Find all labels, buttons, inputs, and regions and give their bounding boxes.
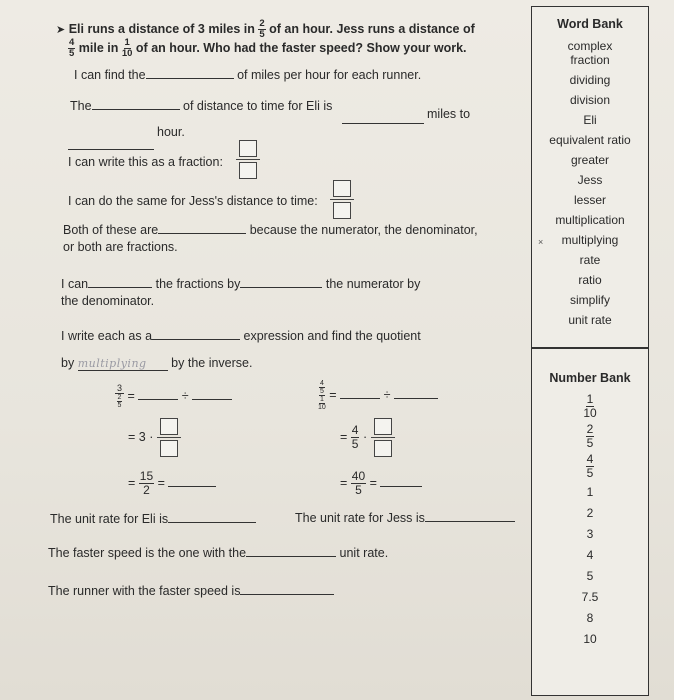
answer-blank[interactable] <box>246 555 336 557</box>
fraction-box-jess[interactable] <box>330 180 354 219</box>
word-bank <box>531 6 649 348</box>
sentence-by <box>61 356 252 371</box>
sentence-text: unit rate. <box>339 546 389 560</box>
number-bank-item: $\frac{1}{10}$ <box>583 391 597 420</box>
sentence-faster <box>48 546 388 560</box>
answer-blank[interactable] <box>240 593 334 595</box>
numerator-box[interactable] <box>333 180 351 197</box>
multiply-dot: · <box>362 429 368 444</box>
sentence-text: of distance to time for Eli is <box>183 99 333 113</box>
numerator-box[interactable] <box>239 140 257 157</box>
jess-work-line-2 <box>340 418 395 457</box>
sentence-both <box>63 223 478 237</box>
sentence-write <box>61 329 421 343</box>
number-bank-item: $\frac{2}{5}$ <box>586 421 594 450</box>
word-bank-item: ratio <box>578 273 602 287</box>
sentence-text: the denominator. <box>61 294 155 308</box>
math-text: = <box>128 475 136 490</box>
denominator-box[interactable] <box>333 202 351 219</box>
sentence-text: expression and find the quotient <box>243 329 421 343</box>
fraction-four-fifths: $\frac{4}{5}$ <box>69 37 75 59</box>
sentence-text: I write each as a <box>61 329 153 343</box>
number-bank <box>531 348 649 696</box>
word-bank-item: × multiplying <box>538 233 619 247</box>
fraction-box-eli[interactable] <box>236 140 260 179</box>
equals-sign: = <box>369 475 377 490</box>
answer-blank[interactable] <box>146 77 234 79</box>
sentence-runner <box>48 584 334 598</box>
sentence-text: The <box>70 99 92 113</box>
answer-blank[interactable] <box>138 398 178 400</box>
sentence-text: I can <box>61 277 89 291</box>
sentence-find <box>74 68 421 82</box>
number-bank-item: 2 <box>586 505 594 520</box>
sentence-text: The unit rate for Jess is <box>295 511 425 525</box>
word-bank-item: unit rate <box>568 313 612 327</box>
divide-sign: ÷ <box>383 387 391 402</box>
sentence-text: of miles per hour for each runner. <box>237 68 422 82</box>
answer-blank[interactable] <box>192 398 232 400</box>
number-bank-item: 4 <box>586 547 594 562</box>
jess-work-line-1 <box>318 380 438 411</box>
sentence-can <box>61 277 420 291</box>
number-bank-item: 1 <box>586 484 594 499</box>
answer-blank[interactable] <box>68 137 154 155</box>
sentence-text: or both are fractions. <box>63 240 178 254</box>
problem-line-2 <box>68 38 467 59</box>
sentence-text: the numerator by <box>325 277 421 291</box>
problem-text: of an hour. Jess runs a distance of <box>269 21 475 36</box>
math-text: = <box>340 429 348 444</box>
sentence-text: I can write this as a fraction: <box>68 155 223 169</box>
sentence-text: The runner with the faster speed is <box>48 584 241 598</box>
math-text: = <box>340 475 348 490</box>
fraction-four-fifths-work: $\frac{4}{5}$ <box>351 423 359 451</box>
complex-fraction-jess: $\frac{\frac{4}{5}}{\frac{1}{10}}$ <box>318 380 326 411</box>
fraction-two-fifths: $\frac{2}{5}$ <box>259 18 265 40</box>
word-bank-item: fraction <box>570 53 610 67</box>
denominator-box[interactable] <box>160 440 178 457</box>
answer-blank[interactable] <box>168 521 256 523</box>
word-bank-item: simplify <box>569 293 610 307</box>
fraction-one-tenth: $\frac{1}{10}$ <box>121 37 133 59</box>
denominator-box[interactable] <box>374 440 392 457</box>
word-bank-item: equivalent ratio <box>549 133 631 147</box>
equals-sign: = <box>127 388 135 403</box>
sentence-text: I can find the <box>74 68 146 82</box>
word-bank-item: multiplication <box>555 213 625 227</box>
answer-blank[interactable] <box>152 338 240 340</box>
word-bank-item: Jess <box>577 173 603 187</box>
sentence-text: because the numerator, the denominator, <box>249 223 478 237</box>
pencil-mark-icon: × <box>538 237 544 247</box>
answer-blank[interactable] <box>342 111 424 129</box>
answer-blank[interactable] <box>88 286 152 288</box>
number-bank-item: 10 <box>583 631 597 646</box>
word-bank-item: division <box>569 93 611 107</box>
word-bank-item: greater <box>570 153 610 167</box>
sentence-text: The faster speed is the one with the <box>48 546 247 560</box>
number-bank-item: 5 <box>586 568 594 583</box>
sentence-eli-rate <box>50 512 256 526</box>
fraction-box[interactable] <box>157 418 181 457</box>
answer-blank[interactable] <box>158 232 246 234</box>
answer-blank[interactable] <box>78 356 168 371</box>
problem-text: mile in <box>78 40 119 55</box>
sentence-text: by <box>61 356 75 370</box>
answer-blank[interactable] <box>340 397 380 399</box>
complex-fraction-eli: 3 $\frac{2}{5}$ <box>117 383 123 409</box>
number-bank-item: $\frac{4}{5}$ <box>586 451 594 480</box>
eli-work-line-2 <box>128 418 181 457</box>
sentence-the <box>70 99 332 113</box>
sentence-text: I can do the same for Jess's distance to time: <box>68 194 318 208</box>
sentence-text: by the inverse. <box>171 356 253 370</box>
equals-sign: = <box>329 387 337 402</box>
fraction-fifteen-halves: $\frac{15}{2}$ <box>139 469 154 497</box>
word-bank-item: dividing <box>569 73 611 87</box>
answer-blank[interactable] <box>380 485 422 487</box>
numerator-box[interactable] <box>374 418 392 435</box>
sentence-text: the fractions by <box>155 277 241 291</box>
sentence-text: miles to <box>427 107 471 121</box>
answer-blank[interactable] <box>425 520 515 522</box>
answer-blank[interactable] <box>168 485 216 487</box>
number-bank-item: 7.5 <box>581 589 599 604</box>
numerator-box[interactable] <box>160 418 178 435</box>
problem-text: of an hour. Who had the faster speed? Show your work. <box>135 40 467 55</box>
word-bank-item: Eli <box>583 113 597 127</box>
number-bank-item: 3 <box>586 526 594 541</box>
sentence-jess-rate <box>295 511 515 525</box>
word-bank-item: lesser <box>573 193 606 207</box>
word-bank-title: Word Bank <box>557 17 623 31</box>
problem-line-1 <box>56 19 475 40</box>
eli-work-line-3 <box>128 470 216 497</box>
answer-blank[interactable] <box>92 108 180 110</box>
number-bank-title: Number Bank <box>549 371 631 385</box>
divide-sign: ÷ <box>181 388 189 403</box>
bullet-arrow-icon: ➤ <box>56 23 66 36</box>
sentence-text: The unit rate for Eli is <box>50 512 169 526</box>
word-bank-item: rate <box>579 253 601 267</box>
fraction-forty-fifths: $\frac{40}{5}$ <box>351 469 366 497</box>
handwritten-answer: multiplying <box>77 357 147 370</box>
eli-work-line-1 <box>115 384 232 409</box>
answer-blank[interactable] <box>240 286 322 288</box>
number-bank-item: 8 <box>586 610 594 625</box>
denominator-box[interactable] <box>239 162 257 179</box>
sentence-text: Both of these are <box>63 223 159 237</box>
jess-work-line-3 <box>340 470 422 497</box>
sentence-text: hour. <box>157 125 185 139</box>
problem-text: Eli runs a distance of 3 miles in <box>68 21 255 36</box>
math-text: = 3 · <box>128 429 154 444</box>
answer-blank[interactable] <box>394 397 438 399</box>
equals-sign: = <box>157 475 165 490</box>
word-bank-item: complex <box>567 39 613 53</box>
fraction-box[interactable] <box>371 418 395 457</box>
